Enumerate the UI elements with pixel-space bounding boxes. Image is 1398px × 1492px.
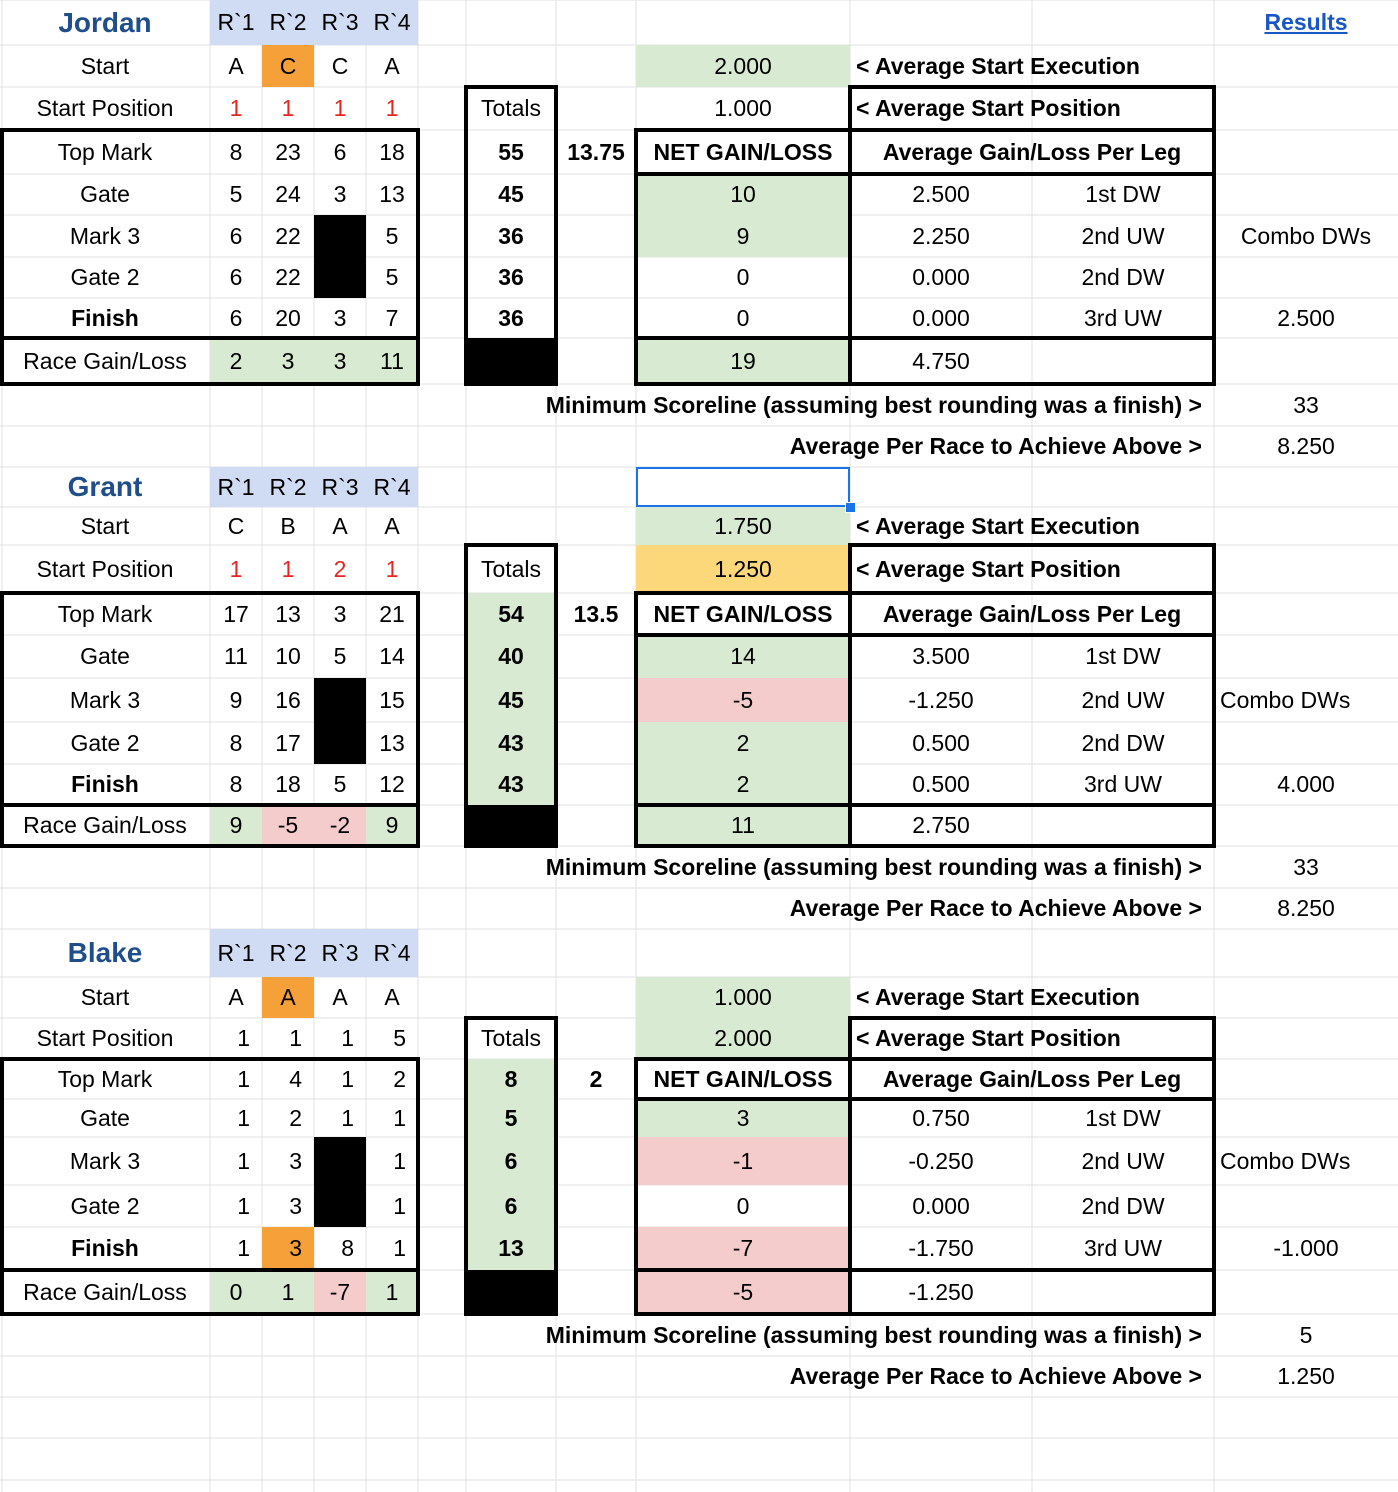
net-gain-loss-header: NET GAIN/LOSS [653, 600, 833, 627]
total-value[interactable]: 36 [498, 222, 524, 249]
total-value[interactable]: 5 [466, 1099, 556, 1137]
side-total-value[interactable]: 13.75 [567, 138, 625, 165]
start-position-value[interactable]: 1 [229, 555, 243, 582]
avg-start-execution-label: < Average Start Execution [856, 512, 1140, 539]
total-value[interactable]: 36 [498, 304, 524, 331]
avg-gain-loss-leg-value[interactable]: 0.500 [912, 729, 970, 756]
mark-3-value[interactable]: 15 [379, 686, 405, 713]
race-gain-value[interactable]: 3 [314, 338, 366, 384]
race-header: R`3 [314, 467, 366, 507]
top-mark-value[interactable]: 3 [333, 600, 347, 627]
race-gain-value[interactable]: 9 [366, 805, 418, 846]
avg-start-position-value[interactable]: 1.000 [714, 95, 772, 121]
mark-3-value[interactable] [314, 215, 366, 257]
finish-value[interactable]: 5 [333, 771, 347, 797]
leg-label: 2nd UW [1081, 1147, 1165, 1174]
gate-value[interactable]: 3 [333, 181, 347, 207]
top-mark-value[interactable]: 1 [341, 1065, 354, 1092]
start-value[interactable]: A [332, 984, 348, 1010]
net-gain-loss-value[interactable]: -7 [636, 1227, 850, 1270]
avg-start-position-value[interactable]: 1.250 [636, 545, 850, 593]
top-mark-value[interactable]: 21 [379, 600, 405, 627]
row-label-start-position: Start Position [36, 555, 174, 582]
row-label-top-mark: Top Mark [57, 1065, 153, 1092]
total-value[interactable]: 6 [466, 1185, 556, 1227]
combo-dws-value[interactable]: 4.000 [1277, 771, 1335, 797]
fill-handle[interactable] [845, 502, 856, 513]
avg-start-execution-label: < Average Start Execution [856, 984, 1140, 1010]
gate-2-value[interactable]: 22 [275, 264, 301, 290]
start-value[interactable]: A [332, 512, 348, 539]
start-value[interactable]: B [280, 512, 296, 539]
start-position-value[interactable]: 1 [281, 95, 295, 121]
side-total-value[interactable]: 2 [589, 1065, 603, 1092]
leg-label: 2nd UW [1081, 686, 1165, 713]
row-label-race-gain-loss: Race Gain/Loss [23, 1278, 187, 1305]
total-value[interactable]: 55 [498, 138, 524, 165]
gate-2-value[interactable]: 3 [289, 1192, 302, 1219]
avg-start-position-value[interactable]: 2.000 [636, 1018, 850, 1059]
total-value[interactable]: 13 [466, 1227, 556, 1270]
gate-2-value[interactable]: 5 [385, 264, 399, 290]
gate-value[interactable]: 1 [237, 1104, 250, 1131]
start-position-value[interactable]: 2 [333, 555, 347, 582]
gate-2-value[interactable] [314, 1185, 366, 1227]
row-label-gate-2: Gate 2 [70, 729, 140, 756]
avg-start-execution-value[interactable]: 1.000 [636, 977, 850, 1018]
totals-header: Totals [480, 95, 542, 121]
finish-value[interactable]: 8 [229, 771, 243, 797]
race-gain-value[interactable]: 2 [210, 338, 262, 384]
net-gain-loss-value[interactable]: 14 [636, 635, 850, 678]
net-gain-loss-value[interactable]: 9 [636, 215, 850, 257]
race-gain-value[interactable]: -5 [262, 805, 314, 846]
total-value[interactable]: 8 [466, 1059, 556, 1099]
gate-2-value[interactable]: 17 [275, 729, 301, 756]
row-label-top-mark: Top Mark [57, 600, 153, 627]
finish-value[interactable]: 8 [341, 1235, 354, 1261]
gate-value[interactable]: 5 [229, 181, 243, 207]
race-header: R`4 [366, 0, 418, 45]
totals-black-cell [466, 338, 556, 384]
start-position-value[interactable]: 1 [237, 1025, 250, 1051]
finish-value[interactable]: 18 [275, 771, 301, 797]
row-label-gate: Gate [80, 181, 130, 207]
sailor-name-jordan: Jordan [58, 6, 152, 38]
start-value[interactable]: A [262, 977, 314, 1018]
finish-value[interactable]: 3 [262, 1227, 314, 1270]
total-value[interactable]: 43 [466, 722, 556, 764]
gate-value[interactable]: 1 [341, 1104, 354, 1131]
race-gain-value[interactable]: 3 [262, 338, 314, 384]
leg-label: 3rd UW [1084, 304, 1162, 331]
start-position-value[interactable]: 1 [281, 555, 295, 582]
avg-gain-loss-total[interactable]: -1.250 [908, 1278, 974, 1305]
start-value[interactable]: A [384, 512, 400, 539]
min-scoreline-label: Minimum Scoreline (assuming best rounding was a finish) > [545, 391, 1202, 418]
gate-value[interactable]: 5 [333, 643, 347, 669]
race-gain-value[interactable]: -2 [314, 805, 366, 846]
top-mark-value[interactable]: 4 [289, 1065, 302, 1092]
avg-gain-loss-leg-header: Average Gain/Loss Per Leg [882, 600, 1182, 627]
gate-value[interactable]: 2 [289, 1104, 302, 1131]
avg-gain-loss-total[interactable]: 4.750 [912, 347, 970, 374]
race-header: R`2 [262, 929, 314, 977]
total-value[interactable]: 43 [466, 764, 556, 805]
avg-per-race-value[interactable]: 8.250 [1277, 895, 1335, 921]
net-gain-loss-header: NET GAIN/LOSS [653, 1065, 833, 1092]
avg-gain-loss-leg-value[interactable]: 2.250 [912, 222, 970, 249]
row-label-start: Start [80, 984, 130, 1010]
row-label-finish: Finish [71, 771, 139, 797]
net-gain-loss-value[interactable]: 3 [636, 1099, 850, 1137]
mark-3-value[interactable]: 22 [275, 222, 301, 249]
avg-gain-loss-leg-value[interactable]: -0.250 [908, 1147, 974, 1174]
mark-3-value[interactable]: 3 [289, 1147, 302, 1174]
totals-black-cell [466, 1270, 556, 1314]
sailor-name-blake: Blake [67, 937, 143, 968]
net-gain-loss-value[interactable]: 2 [636, 722, 850, 764]
mark-3-value[interactable] [314, 678, 366, 722]
net-gain-loss-total[interactable]: 11 [636, 805, 850, 846]
avg-gain-loss-leg-header: Average Gain/Loss Per Leg [882, 138, 1182, 165]
start-position-value[interactable]: 1 [289, 1025, 302, 1051]
finish-value[interactable]: 7 [385, 304, 399, 331]
finish-value[interactable]: 20 [275, 304, 301, 331]
top-mark-value[interactable]: 6 [333, 138, 347, 165]
net-gain-loss-value[interactable]: 10 [636, 174, 850, 215]
gate-value[interactable]: 11 [224, 643, 248, 669]
net-gain-loss-value[interactable]: 0 [736, 1192, 750, 1219]
gate-value[interactable]: 14 [379, 643, 405, 669]
row-label-mark-3: Mark 3 [69, 686, 141, 713]
mark-3-value[interactable]: 5 [385, 222, 399, 249]
gate-value[interactable]: 13 [379, 181, 405, 207]
race-header: R`1 [210, 0, 262, 45]
total-value[interactable]: 54 [466, 593, 556, 635]
min-scoreline-value[interactable]: 33 [1293, 853, 1319, 880]
mark-3-value[interactable]: 1 [393, 1147, 406, 1174]
race-gain-value[interactable]: 11 [366, 338, 418, 384]
avg-gain-loss-leg-value[interactable]: -1.750 [908, 1235, 974, 1261]
total-value[interactable]: 40 [466, 635, 556, 678]
start-position-value[interactable]: 1 [341, 1025, 354, 1051]
gate-2-value[interactable]: 13 [379, 729, 405, 756]
gate-2-value[interactable]: 8 [229, 729, 243, 756]
min-scoreline-label: Minimum Scoreline (assuming best rounding was a finish) > [545, 853, 1202, 880]
avg-per-race-label: Average Per Race to Achieve Above > [789, 895, 1202, 921]
start-position-value[interactable]: 1 [333, 95, 347, 121]
totals-header: Totals [480, 1025, 542, 1051]
net-gain-loss-total[interactable]: -5 [636, 1270, 850, 1314]
row-label-gate: Gate [80, 643, 130, 669]
row-label-finish: Finish [71, 304, 139, 331]
start-value[interactable]: C [331, 52, 349, 79]
total-value[interactable]: 36 [498, 264, 524, 290]
race-header: R`2 [262, 467, 314, 507]
net-gain-loss-value[interactable]: -1 [636, 1137, 850, 1185]
race-header: R`1 [210, 467, 262, 507]
gate-value[interactable]: 10 [275, 643, 301, 669]
start-value[interactable]: C [262, 45, 314, 87]
combo-dws-label: Combo DWs [1220, 686, 1351, 713]
leg-label: 2nd DW [1081, 729, 1165, 756]
results-link[interactable]: Results [1264, 9, 1348, 35]
finish-value[interactable]: 3 [333, 304, 347, 331]
row-label-start-position: Start Position [36, 95, 174, 121]
net-gain-loss-total[interactable]: 19 [636, 338, 850, 384]
leg-label: 3rd UW [1084, 771, 1162, 797]
avg-gain-loss-leg-header: Average Gain/Loss Per Leg [882, 1065, 1182, 1092]
combo-dws-value[interactable]: 2.500 [1277, 304, 1335, 331]
row-label-race-gain-loss: Race Gain/Loss [23, 347, 187, 374]
start-position-value[interactable]: 5 [393, 1025, 406, 1051]
leg-label: 1st DW [1085, 1104, 1161, 1131]
row-label-start-position: Start Position [36, 1025, 174, 1051]
race-gain-value[interactable]: -7 [314, 1270, 366, 1314]
mark-3-value[interactable] [314, 1137, 366, 1185]
net-gain-loss-header: NET GAIN/LOSS [653, 138, 833, 165]
top-mark-value[interactable]: 13 [275, 600, 301, 627]
row-label-top-mark: Top Mark [57, 138, 153, 165]
race-gain-value[interactable]: 1 [262, 1270, 314, 1314]
start-value[interactable]: A [228, 984, 244, 1010]
avg-start-position-label: < Average Start Position [856, 95, 1121, 121]
gate-2-value[interactable]: 1 [237, 1192, 250, 1219]
top-mark-value[interactable]: 23 [275, 138, 301, 165]
total-value[interactable]: 45 [466, 678, 556, 722]
avg-per-race-label: Average Per Race to Achieve Above > [789, 1363, 1202, 1389]
race-gain-value[interactable]: 0 [210, 1270, 262, 1314]
avg-per-race-value[interactable]: 1.250 [1277, 1363, 1335, 1389]
race-gain-value[interactable]: 1 [366, 1270, 418, 1314]
mark-3-value[interactable]: 6 [229, 222, 243, 249]
min-scoreline-value[interactable]: 5 [1299, 1321, 1313, 1348]
net-gain-loss-value[interactable]: 0 [736, 264, 750, 290]
avg-start-execution-value[interactable]: 2.000 [636, 45, 850, 87]
net-gain-loss-value[interactable]: -5 [636, 678, 850, 722]
gate-2-value[interactable]: 6 [229, 264, 243, 290]
leg-label: 2nd DW [1081, 264, 1165, 290]
net-gain-loss-value[interactable]: 2 [636, 764, 850, 805]
row-label-start: Start [80, 512, 130, 539]
row-label-gate: Gate [80, 1104, 130, 1131]
row-label-gate-2: Gate 2 [70, 1192, 140, 1219]
finish-value[interactable]: 12 [379, 771, 405, 797]
avg-start-position-label: < Average Start Position [856, 555, 1121, 582]
min-scoreline-label: Minimum Scoreline (assuming best rounding was a finish) > [545, 1321, 1202, 1348]
mark-3-value[interactable]: 16 [275, 686, 301, 713]
race-gain-value[interactable]: 9 [210, 805, 262, 846]
start-position-value[interactable]: 1 [229, 95, 243, 121]
row-label-start: Start [80, 52, 130, 79]
finish-value[interactable]: 1 [237, 1235, 250, 1261]
start-value[interactable]: A [228, 52, 244, 79]
avg-gain-loss-leg-value[interactable]: 2.500 [912, 181, 970, 207]
avg-gain-loss-total[interactable]: 2.750 [912, 812, 970, 838]
top-mark-value[interactable]: 1 [237, 1065, 250, 1092]
row-label-finish: Finish [71, 1235, 139, 1261]
avg-gain-loss-leg-value[interactable]: -1.250 [908, 686, 974, 713]
leg-label: 2nd DW [1081, 1192, 1165, 1219]
avg-start-position-label: < Average Start Position [856, 1025, 1121, 1051]
row-label-mark-3: Mark 3 [69, 1147, 141, 1174]
leg-label: 1st DW [1085, 181, 1161, 207]
race-header: R`1 [210, 929, 262, 977]
row-label-mark-3: Mark 3 [69, 222, 141, 249]
row-label-race-gain-loss: Race Gain/Loss [23, 812, 187, 838]
start-position-value[interactable]: 1 [385, 95, 399, 121]
sailor-name-grant: Grant [67, 471, 143, 502]
leg-label: 1st DW [1085, 643, 1161, 669]
start-position-value[interactable]: 1 [385, 555, 399, 582]
race-header: R`4 [366, 467, 418, 507]
totals-header: Totals [480, 555, 542, 582]
race-header: R`3 [314, 0, 366, 45]
leg-label: 3rd UW [1084, 1235, 1162, 1261]
avg-gain-loss-leg-value[interactable]: 3.500 [912, 643, 970, 669]
min-scoreline-value[interactable]: 33 [1293, 391, 1319, 418]
avg-gain-loss-leg-value[interactable]: 0.500 [912, 771, 970, 797]
top-mark-value[interactable]: 8 [229, 138, 243, 165]
combo-dws-label: Combo DWs [1240, 222, 1372, 249]
combo-dws-value[interactable]: -1.000 [1273, 1235, 1339, 1261]
leg-label: 2nd UW [1081, 222, 1165, 249]
total-value[interactable]: 6 [466, 1137, 556, 1185]
top-mark-value[interactable]: 2 [393, 1065, 406, 1092]
finish-value[interactable]: 1 [393, 1235, 406, 1261]
avg-gain-loss-leg-value[interactable]: 0.000 [912, 264, 970, 290]
race-header: R`2 [262, 0, 314, 45]
avg-gain-loss-leg-value[interactable]: 0.750 [912, 1104, 970, 1131]
gate-2-value[interactable] [314, 722, 366, 764]
row-label-gate-2: Gate 2 [70, 264, 140, 290]
avg-gain-loss-leg-value[interactable]: 0.000 [912, 1192, 970, 1219]
race-header: R`3 [314, 929, 366, 977]
gate-value[interactable]: 1 [393, 1104, 406, 1131]
gate-2-value[interactable]: 1 [393, 1192, 406, 1219]
race-header: R`4 [366, 929, 418, 977]
avg-per-race-value[interactable]: 8.250 [1277, 433, 1335, 459]
selected-cell[interactable] [636, 467, 850, 507]
avg-start-execution-label: < Average Start Execution [856, 52, 1140, 79]
start-value[interactable]: C [227, 512, 245, 539]
net-gain-loss-value[interactable]: 0 [736, 304, 750, 331]
combo-dws-label: Combo DWs [1220, 1147, 1351, 1174]
avg-start-execution-value[interactable]: 1.750 [636, 507, 850, 545]
total-value[interactable]: 45 [498, 181, 524, 207]
avg-per-race-label: Average Per Race to Achieve Above > [789, 433, 1202, 459]
finish-value[interactable]: 6 [229, 304, 243, 331]
side-total-value[interactable]: 13.5 [573, 600, 619, 627]
totals-black-cell [466, 805, 556, 846]
avg-gain-loss-leg-value[interactable]: 0.000 [912, 304, 970, 331]
gate-2-value[interactable] [314, 257, 366, 298]
top-mark-value[interactable]: 17 [223, 600, 249, 627]
start-value[interactable]: A [384, 52, 400, 79]
top-mark-value[interactable]: 18 [379, 138, 405, 165]
mark-3-value[interactable]: 1 [237, 1147, 250, 1174]
mark-3-value[interactable]: 9 [229, 686, 243, 713]
gate-value[interactable]: 24 [275, 181, 301, 207]
start-value[interactable]: A [384, 984, 400, 1010]
